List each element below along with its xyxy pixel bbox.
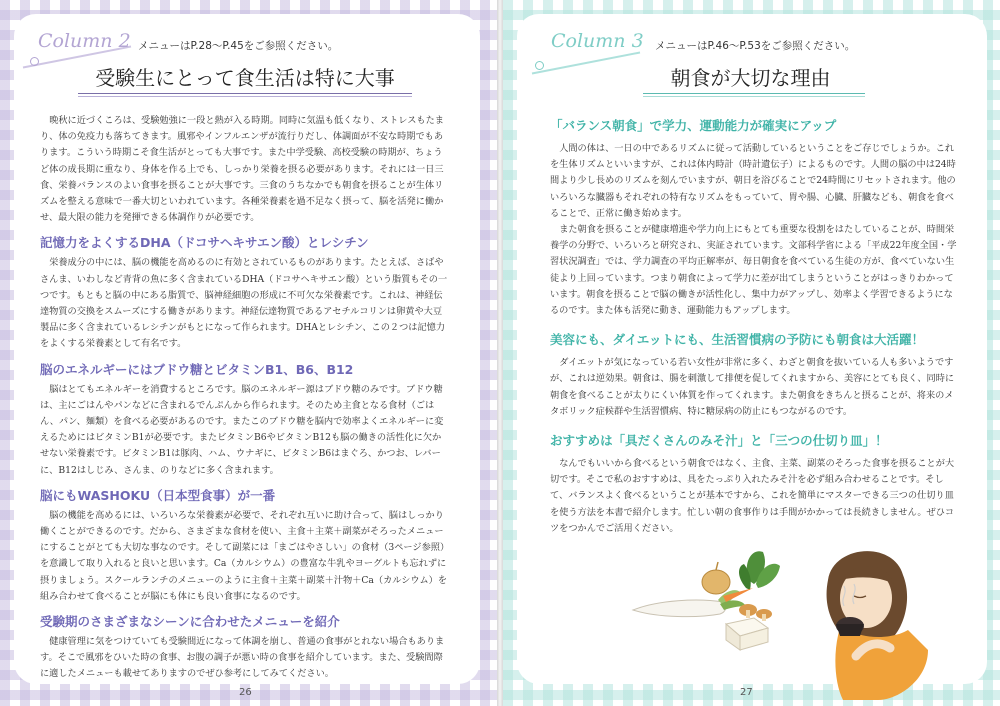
section-body: なんでもいいから食べるという朝食ではなく、主食、主菜、副菜のそろった食事を摂ることが大切です。そこで私のおすすめは、具をたっぷり入れたみそ汁を必ず組み合わせることです。そして、バランスよく食べるということが基本ですから、これを簡単にマスターできる三つの仕切り皿を使う方法を本書で紹介します。忙しい朝の食事作りは手間がかかっては長続きしません。ぜひコツをつかんでご活用ください。 (550, 458, 955, 534)
girl-drinking-miso-soup-icon (827, 551, 928, 700)
section-body: また朝食を摂ることが健康増進や学力向上にもとても重要な役割をはたしていることが、時間栄養学の分野で、いろいろと研究され、実証されています。文部科学省による「平成22年度全国・学習状況調査」では、学力調査の平均正解率が、毎日朝食を食べている生徒の方が、食べていない生徒より上回っています。つまり朝食によって学力に差が出てしまうということがはっきりわかっています。朝食を摂ることで脳の働きが活性化し、集中力がアップし、効率よく学習できるようになるのです。また体も活発に動き、運動能力もアップします。 (550, 224, 957, 317)
title-underline-secondary (643, 96, 865, 97)
carrot-icon (723, 588, 753, 602)
spinach-icon (739, 551, 780, 590)
section-heading: 記憶力をよくするDHA（ドコサヘキサエン酸）とレシチン (40, 235, 369, 251)
right-article (550, 113, 960, 537)
section-heading: 脳にもWASHOKU（日本型食事）が一番 (40, 487, 276, 503)
page-title: 朝食が大切な理由 (670, 66, 831, 90)
page-number: 26 (239, 687, 252, 698)
breakfast-illustration (628, 540, 973, 700)
page-number: 27 (740, 687, 753, 698)
menu-reference: メニューはP.46〜P.53をご参照ください。 (655, 40, 856, 52)
title-underline (78, 93, 412, 94)
section-body: ダイエットが気になっている若い女性が非常に多く、わざと朝食を抜いている人も多いようですが、これは逆効果。朝食は、腸を刺激して排便を促してくれますから、美容にとても良く、同時に朝食を食べることが太りにくい体質を作ってくれます。また朝食をきちんと摂ることが、将来のメタボリック症候群や生活習慣病、特に糖尿病の防止にもつながるのです。 (550, 357, 955, 417)
section-heading: 受験期のさまざまなシーンに合わせたメニューを紹介 (40, 614, 340, 630)
onion-icon (702, 562, 730, 594)
title-underline-secondary (78, 96, 412, 97)
title-underline (643, 93, 865, 94)
column-label-dot-icon (30, 57, 39, 66)
section-body: 健康管理に気をつけていても受験間近になって体調を崩し、普通の食事がとれない場合もあります。そこで風邪をひいた時の食事、お腹の調子が悪い時の食事を紹介しています。また、受験間際に適したメニューも載せてありますのでぜひ参考にしてみてください。 (40, 636, 445, 680)
column-label-dot-icon (535, 61, 544, 70)
section-body: 人間の体は、一日の中であるリズムに従って活動しているということをご存じでしょうか。これを生体リズムといいますが、これは体内時計（時計遺伝子）によるものです。人間の脳の中は24時間より少し長めのリズムを刻んでいますが、朝日を浴びることで24時間にリセットされます。他のいろいろな臓器もそれぞれの特有なリズムをもっていて、胃や腸、心臓、肝臓なども、朝食を食べることで、正常に働き始めます。 (550, 143, 956, 219)
page-title: 受験生にとって食生活は特に大事 (95, 66, 395, 90)
right-page (503, 0, 1000, 706)
section-body: 栄養成分の中には、脳の機能を高めるのに有効とされているものがあります。たとえば、さばやさんま、いわしなど青背の魚に多く含まれているDHA（ドコサヘキサエン酸）という脂質もその一つです。もともと脳の中にある脂質で、脳神経細胞の形成に不可欠な栄養素です。これは、神経伝達物質の交換をスムーズにする働きがあります。神経伝達物質であるアセチルコリンは卵黄や大豆製品に多く含まれているレシチンがもとになって作られます。DHAとレシチン、この２つは記憶力をよくする栄養素として有名です。 (40, 257, 448, 350)
section-body: 脳はとてもエネルギーを消費するところです。脳のエネルギー源はブドウ糖のみです。ブドウ糖は、主にごはんやパンなどに含まれるでんぷんから作られます。そのため主食となる食材（ごはん、パン、麺類）を食べる必要があるのです。またこのブドウ糖を脳内で効率よくエネルギーに変えるためにはビタミンB1が必要です。またビタミンB6やビタミンB12も脳の働きの活性化に欠かせない栄養素です。ビタミンB1は豚肉、ハム、ウナギに、ビタミンB6はまぐろ、かつお、レバーに、B12はしじみ、さんま、のりなどに多く含まれます。 (40, 383, 444, 476)
column-label: Column 3 (551, 30, 644, 52)
left-article (40, 113, 450, 683)
menu-reference: メニューはP.28〜P.45をご参照ください。 (138, 40, 339, 52)
radish-icon (633, 590, 746, 617)
section-heading: 「バランス朝食」で学力、運動能力が確実にアップ (550, 118, 837, 133)
section-body: 脳の機能を高めるには、いろいろな栄養素が必要で、それぞれ互いに助け合って、脳はしっかり働くことができるのです。だから、さまざまな食材を使い、主食＋主菜＋副菜がそろったメニューにすることがとても大切な事なのです。そして副菜には「まごはやさしい」の食材（3ページ参照）を意識して取り入れると良いと思います。Ca（カルシウム）の豊富な牛乳やヨーグルトも忘れずに摂りましょう。スクールランチのメニューのように主食＋主菜＋副菜＋汁物＋Ca（カルシウム）を組み合わせて食べることが脳にも体にも良い食事になるのです。 (40, 509, 450, 602)
column-label: Column 2 (38, 30, 131, 52)
mushroom-icon (739, 604, 772, 621)
intro-paragraph: 晩秋に近づくころは、受験勉強に一段と熱が入る時期。同時に気温も低くなり、ストレスもたまり、体の免疫力も落ちてきます。風邪やインフルエンザが流行りだし、体調面が不安な時期でもあります。こういう時期こそ食生活がとっても大事です。また中学受験、高校受験の時期が、ちょうど体の成長期に重なり、身体を作る上でも、しっかり栄養を摂る必要があります。それには一日三食、栄養バランスのよい食事を摂ることが大事です。三食のうちなかでも朝食を摂ることが生体リズムを整える意味で一番大切といわれています。各種栄養素を過不足なく摂って、脳を活発に働かせ、最大限の能力を発揮できる体調作りが必要です。 (40, 115, 444, 224)
tofu-icon (726, 618, 768, 650)
section-heading: おすすめは「具だくさんのみそ汁」と「三つの仕切り皿」！ (550, 433, 888, 449)
section-heading: 美容にも、ダイエットにも、生活習慣病の予防にも朝食は大活躍！ (550, 332, 925, 348)
section-heading: 脳のエネルギーにはブドウ糖とビタミンB1、B6、B12 (40, 361, 354, 377)
left-page (0, 0, 497, 706)
